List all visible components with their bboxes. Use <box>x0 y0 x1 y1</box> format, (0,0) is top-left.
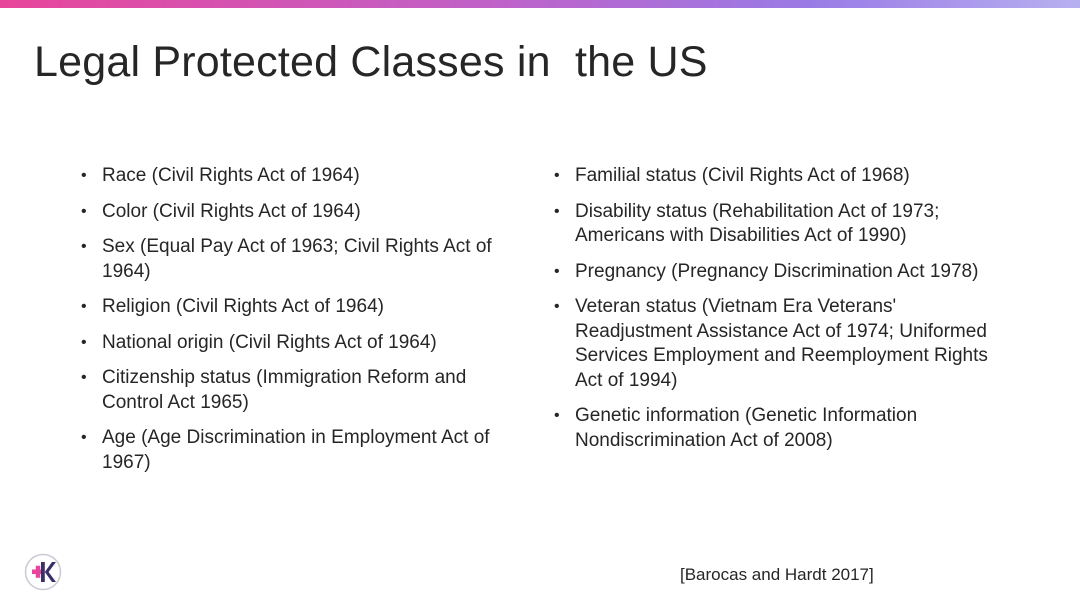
bullet-icon: • <box>81 333 87 351</box>
list-item-text: Color (Civil Rights Act of 1964) <box>102 200 361 222</box>
bullet-icon: • <box>81 369 87 386</box>
list-item-text: Sex (Equal Pay Act of 1963; Civil Rights Act of 1964) <box>102 236 492 282</box>
list-item-text: Disability status (Rehabilitation Act of 1973; Americans with Disabilities Act of 1990) <box>575 200 940 246</box>
list-item <box>80 164 530 189</box>
bullet-icon: • <box>554 262 560 280</box>
list-item <box>80 331 530 356</box>
list-item-text: Age (Age Discrimination in Employment Act of 1967) <box>102 427 490 473</box>
left-bullet-list <box>80 164 530 486</box>
slide-title: Legal Protected Classes in the US <box>34 38 708 86</box>
k-logo-icon <box>24 553 62 591</box>
list-item <box>80 235 530 284</box>
bullet-icon: • <box>554 167 560 184</box>
list-item <box>80 426 530 475</box>
bullet-icon: • <box>81 429 87 446</box>
accent-bar <box>0 0 1080 8</box>
list-item <box>80 366 530 415</box>
list-item <box>553 164 993 189</box>
bullet-icon: • <box>81 298 87 315</box>
list-item <box>553 260 993 285</box>
list-item <box>553 404 993 453</box>
list-item-text: Familial status (Civil Rights Act of 1968) <box>575 165 910 186</box>
bullet-icon: • <box>81 167 87 184</box>
bullet-icon: • <box>81 202 87 220</box>
list-item-text: Citizenship status (Immigration Reform and Control Act 1965) <box>102 367 467 413</box>
list-item <box>553 295 993 393</box>
bullet-icon: • <box>81 238 87 255</box>
list-item-text: Race (Civil Rights Act of 1964) <box>102 165 360 186</box>
bullet-icon: • <box>554 298 560 315</box>
list-item-text: Pregnancy (Pregnancy Discrimination Act 1978) <box>575 260 979 282</box>
list-item <box>553 200 993 249</box>
list-item-text: Religion (Civil Rights Act of 1964) <box>102 296 384 317</box>
list-item <box>80 295 530 320</box>
list-item-text: Veteran status (Vietnam Era Veterans' Readjustment Assistance Act of 1974; Uniformed Services Employment and Reemployment Rights Act of 1994) <box>575 296 988 391</box>
bullet-icon: • <box>554 407 560 424</box>
bullet-icon: • <box>554 202 560 220</box>
list-item <box>80 200 530 225</box>
list-item-text: National origin (Civil Rights Act of 1964) <box>102 331 437 353</box>
citation: [Barocas and Hardt 2017] <box>680 565 874 584</box>
right-bullet-list <box>553 164 993 464</box>
list-item-text: Genetic information (Genetic Information Nondiscrimination Act of 2008) <box>575 405 918 451</box>
